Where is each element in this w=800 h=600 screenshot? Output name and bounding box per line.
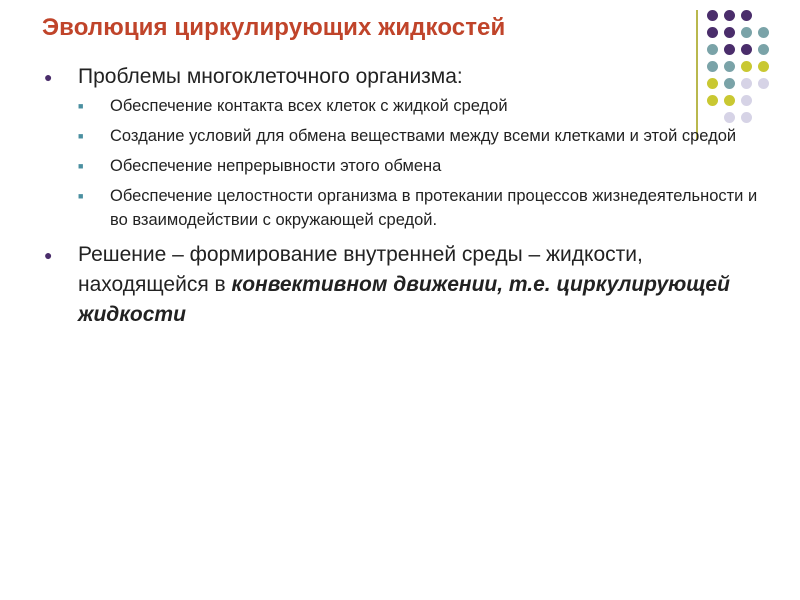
bullet-icon: ●: [44, 69, 53, 85]
sub-bullet-text: Обеспечение непрерывности этого обмена: [110, 157, 442, 175]
bullet-solution-text: Решение – формирование внутренней среды – жидкости, находящейся в: [78, 243, 643, 296]
decorative-dot: [758, 27, 769, 38]
decorative-dot: [707, 44, 718, 55]
sub-bullet-icon: ■: [78, 101, 84, 111]
decorative-dot: [724, 10, 735, 21]
decorative-dot: [724, 44, 735, 55]
sub-bullet-item: [42, 124, 762, 148]
sub-bullet-item: [42, 94, 762, 118]
decorative-dot: [758, 44, 769, 55]
sub-bullet-icon: ■: [78, 191, 84, 201]
sub-bullet-item: [42, 184, 762, 232]
sub-bullet-icon: ■: [78, 161, 84, 171]
decorative-dot: [741, 10, 752, 21]
bullet-problems: [42, 62, 762, 92]
bullet-solution: [42, 240, 762, 330]
decorative-dot: [741, 44, 752, 55]
decorative-dot: [707, 27, 718, 38]
sub-bullet-icon: ■: [78, 131, 84, 141]
bullet-icon: ●: [44, 247, 53, 263]
sub-bullet-text: Обеспечение контакта всех клеток с жидкой средой: [110, 97, 508, 115]
bullet-solution-emphasis: конвективном движении, т.е. циркулирующей жидкости: [78, 273, 730, 326]
bullet-problems-text: Проблемы многоклеточного организма:: [78, 65, 463, 88]
sub-bullet-text: Обеспечение целостности организма в протекании процессов жизнедеятельности и во взаимодействии с окружающей средой.: [110, 187, 758, 229]
decorative-dot: [724, 27, 735, 38]
sub-bullet-item: [42, 154, 762, 178]
decorative-dot: [707, 10, 718, 21]
sub-bullet-list: [42, 94, 762, 232]
decorative-dot: [741, 27, 752, 38]
slide-title: Эволюция циркулирующих жидкостей: [42, 14, 506, 41]
sub-bullet-text: Создание условий для обмена веществами между всеми клетками и этой средой: [110, 127, 737, 145]
slide-content: [42, 62, 762, 330]
